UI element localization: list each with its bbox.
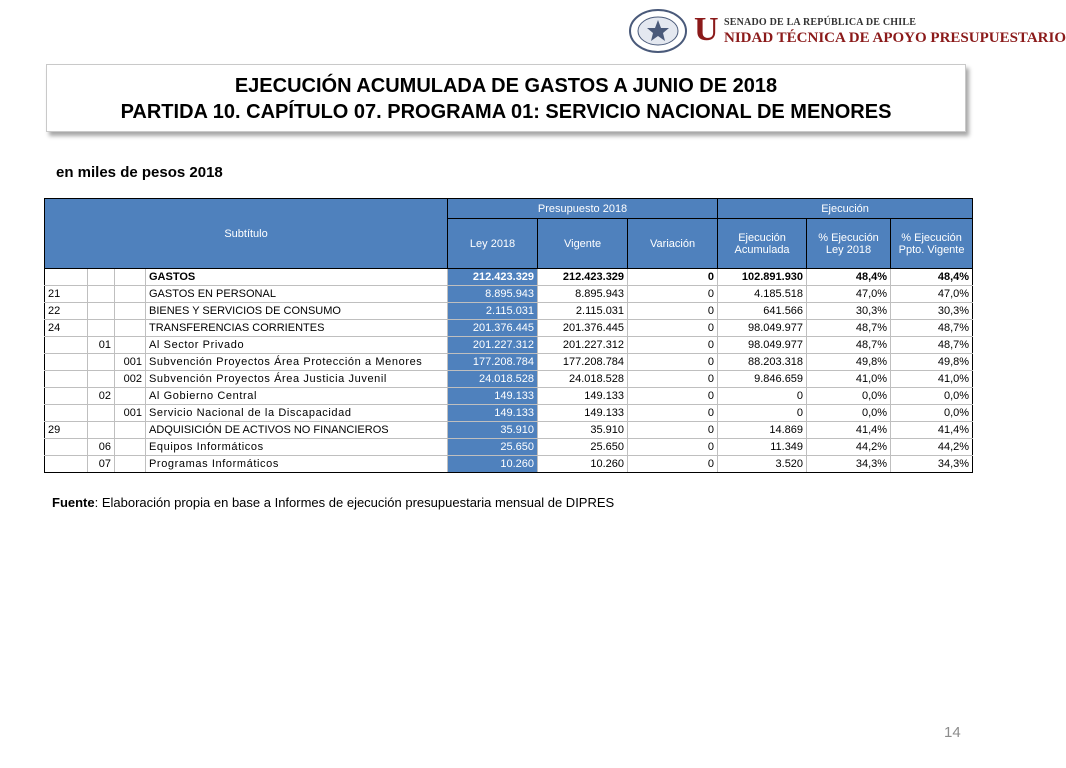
cell-denominacion: TRANSFERENCIAS CORRIENTES xyxy=(146,320,448,337)
cell-denominacion: BIENES Y SERVICIOS DE CONSUMO xyxy=(146,303,448,320)
cell-item: 07 xyxy=(88,456,115,473)
cell-pct-vigente: 0,0% xyxy=(891,388,973,405)
cell-vigente: 24.018.528 xyxy=(538,371,628,388)
cell-item xyxy=(88,320,115,337)
cell-item xyxy=(88,269,115,286)
cell-vigente: 201.227.312 xyxy=(538,337,628,354)
cell-pct-vigente: 47,0% xyxy=(891,286,973,303)
cell-variacion: 0 xyxy=(628,303,718,320)
title-line-1: EJECUCIÓN ACUMULADA DE GASTOS A JUNIO DE 2018 xyxy=(234,75,778,97)
cell-denominacion: GASTOS xyxy=(146,269,448,286)
cell-variacion: 0 xyxy=(628,405,718,422)
cell-pct-ley: 44,2% xyxy=(807,439,891,456)
cell-subtitulo xyxy=(45,269,88,286)
source-label: Fuente xyxy=(52,495,95,510)
cell-vigente: 10.260 xyxy=(538,456,628,473)
header-ejec-acumulada: Ejecución Acumulada xyxy=(718,219,807,269)
cell-ejecucion: 98.049.977 xyxy=(718,337,807,354)
cell-subtitulo xyxy=(45,354,88,371)
cell-vigente: 201.376.445 xyxy=(538,320,628,337)
cell-ley: 177.208.784 xyxy=(448,354,538,371)
cell-denominacion: GASTOS EN PERSONAL xyxy=(146,286,448,303)
source-text: : Elaboración propia en base a Informes de ejecución presupuestaria mensual de DIPRES xyxy=(94,495,615,510)
page-number: 14 xyxy=(944,724,961,741)
cell-ejecucion: 102.891.930 xyxy=(718,269,807,286)
cell-pct-ley: 47,0% xyxy=(807,286,891,303)
cell-ley: 35.910 xyxy=(448,422,538,439)
cell-ley: 201.227.312 xyxy=(448,337,538,354)
cell-pct-vigente: 48,7% xyxy=(891,337,973,354)
cell-ley: 212.423.329 xyxy=(448,269,538,286)
cell-subtitulo: 21 xyxy=(45,286,88,303)
cell-pct-vigente: 30,3% xyxy=(891,303,973,320)
cell-item xyxy=(88,354,115,371)
cell-asignacion xyxy=(115,303,146,320)
cell-ejecucion: 9.846.659 xyxy=(718,371,807,388)
cell-ejecucion: 4.185.518 xyxy=(718,286,807,303)
header-variacion: Variación xyxy=(628,219,718,269)
cell-asignacion xyxy=(115,337,146,354)
cell-pct-ley: 41,0% xyxy=(807,371,891,388)
units-subtitle: en miles de pesos 2018 xyxy=(56,164,223,181)
cell-denominacion: Subvención Proyectos Área Justicia Juvenil xyxy=(146,371,448,388)
cell-ejecucion: 0 xyxy=(718,388,807,405)
cell-ley: 24.018.528 xyxy=(448,371,538,388)
cell-ley: 25.650 xyxy=(448,439,538,456)
table-row xyxy=(45,456,973,473)
table-row xyxy=(45,269,973,286)
cell-variacion: 0 xyxy=(628,439,718,456)
senate-seal-icon xyxy=(628,8,688,54)
cell-item xyxy=(88,405,115,422)
cell-asignacion xyxy=(115,388,146,405)
cell-subtitulo: 24 xyxy=(45,320,88,337)
cell-ejecucion: 14.869 xyxy=(718,422,807,439)
cell-ley: 10.260 xyxy=(448,456,538,473)
header-presupuesto: Presupuesto 2018 xyxy=(448,199,718,219)
cell-subtitulo: 29 xyxy=(45,422,88,439)
title-line-2: PARTIDA 10. CAPÍTULO 07. PROGRAMA 01: SERVICIO NACIONAL DE MENORES xyxy=(120,101,892,123)
budget-table xyxy=(44,198,973,473)
cell-variacion: 0 xyxy=(628,422,718,439)
logo-u: U xyxy=(694,11,719,48)
cell-ejecucion: 98.049.977 xyxy=(718,320,807,337)
cell-pct-ley: 48,4% xyxy=(807,269,891,286)
cell-pct-vigente: 0,0% xyxy=(891,405,973,422)
table-row xyxy=(45,303,973,320)
cell-ejecucion: 641.566 xyxy=(718,303,807,320)
cell-pct-vigente: 44,2% xyxy=(891,439,973,456)
cell-vigente: 149.133 xyxy=(538,405,628,422)
cell-asignacion xyxy=(115,320,146,337)
cell-variacion: 0 xyxy=(628,371,718,388)
header-ley: Ley 2018 xyxy=(448,219,538,269)
header-subtitulo: Subtítulo xyxy=(45,199,448,269)
cell-denominacion: Al Gobierno Central xyxy=(146,388,448,405)
table-row xyxy=(45,405,973,422)
cell-pct-ley: 41,4% xyxy=(807,422,891,439)
cell-pct-ley: 48,7% xyxy=(807,320,891,337)
cell-asignacion: 002 xyxy=(115,371,146,388)
cell-asignacion: 001 xyxy=(115,405,146,422)
cell-vigente: 25.650 xyxy=(538,439,628,456)
cell-subtitulo xyxy=(45,456,88,473)
cell-variacion: 0 xyxy=(628,354,718,371)
cell-item xyxy=(88,286,115,303)
cell-item: 06 xyxy=(88,439,115,456)
table-row xyxy=(45,286,973,303)
cell-item: 01 xyxy=(88,337,115,354)
cell-asignacion xyxy=(115,439,146,456)
cell-ejecucion: 3.520 xyxy=(718,456,807,473)
cell-variacion: 0 xyxy=(628,388,718,405)
cell-pct-vigente: 48,4% xyxy=(891,269,973,286)
cell-subtitulo xyxy=(45,371,88,388)
cell-subtitulo xyxy=(45,337,88,354)
logo xyxy=(628,8,1066,58)
cell-asignacion: 001 xyxy=(115,354,146,371)
cell-pct-ley: 48,7% xyxy=(807,337,891,354)
cell-variacion: 0 xyxy=(628,337,718,354)
cell-pct-vigente: 34,3% xyxy=(891,456,973,473)
cell-ley: 149.133 xyxy=(448,405,538,422)
cell-denominacion: Equipos Informáticos xyxy=(146,439,448,456)
cell-pct-ley: 0,0% xyxy=(807,388,891,405)
table-row xyxy=(45,439,973,456)
cell-asignacion xyxy=(115,269,146,286)
cell-vigente: 35.910 xyxy=(538,422,628,439)
cell-denominacion: ADQUISICIÓN DE ACTIVOS NO FINANCIEROS xyxy=(146,422,448,439)
cell-subtitulo xyxy=(45,439,88,456)
cell-ley: 2.115.031 xyxy=(448,303,538,320)
cell-asignacion xyxy=(115,286,146,303)
table-row xyxy=(45,371,973,388)
cell-item: 02 xyxy=(88,388,115,405)
title-box xyxy=(46,64,966,132)
cell-vigente: 149.133 xyxy=(538,388,628,405)
cell-variacion: 0 xyxy=(628,269,718,286)
cell-pct-ley: 34,3% xyxy=(807,456,891,473)
cell-variacion: 0 xyxy=(628,286,718,303)
cell-vigente: 2.115.031 xyxy=(538,303,628,320)
table-row xyxy=(45,354,973,371)
cell-variacion: 0 xyxy=(628,456,718,473)
cell-variacion: 0 xyxy=(628,320,718,337)
cell-pct-ley: 0,0% xyxy=(807,405,891,422)
cell-vigente: 8.895.943 xyxy=(538,286,628,303)
cell-ley: 201.376.445 xyxy=(448,320,538,337)
cell-ejecucion: 11.349 xyxy=(718,439,807,456)
cell-item xyxy=(88,303,115,320)
cell-ejecucion: 88.203.318 xyxy=(718,354,807,371)
source-note xyxy=(52,495,614,510)
cell-item xyxy=(88,422,115,439)
table-row xyxy=(45,422,973,439)
cell-denominacion: Servicio Nacional de la Discapacidad xyxy=(146,405,448,422)
cell-pct-ley: 49,8% xyxy=(807,354,891,371)
cell-subtitulo: 22 xyxy=(45,303,88,320)
header-ejecucion: Ejecución xyxy=(718,199,973,219)
cell-pct-ley: 30,3% xyxy=(807,303,891,320)
cell-asignacion xyxy=(115,422,146,439)
table-row xyxy=(45,337,973,354)
cell-item xyxy=(88,371,115,388)
cell-denominacion: Subvención Proyectos Área Protección a Menores xyxy=(146,354,448,371)
cell-pct-vigente: 41,4% xyxy=(891,422,973,439)
cell-subtitulo xyxy=(45,388,88,405)
table-row xyxy=(45,320,973,337)
cell-ejecucion: 0 xyxy=(718,405,807,422)
cell-ley: 149.133 xyxy=(448,388,538,405)
header-pct-ley: % Ejecución Ley 2018 xyxy=(807,219,891,269)
cell-ley: 8.895.943 xyxy=(448,286,538,303)
header-vigente: Vigente xyxy=(538,219,628,269)
table-row xyxy=(45,388,973,405)
cell-asignacion xyxy=(115,456,146,473)
cell-pct-vigente: 41,0% xyxy=(891,371,973,388)
cell-subtitulo xyxy=(45,405,88,422)
header-pct-vigente: % Ejecución Ppto. Vigente xyxy=(891,219,973,269)
logo-main-text: NIDAD TÉCNICA DE APOYO PRESUPUESTARIO xyxy=(724,30,1066,46)
cell-denominacion: Al Sector Privado xyxy=(146,337,448,354)
cell-denominacion: Programas Informáticos xyxy=(146,456,448,473)
logo-top-text: SENADO DE LA REPÚBLICA DE CHILE xyxy=(724,17,917,28)
cell-pct-vigente: 48,7% xyxy=(891,320,973,337)
cell-vigente: 212.423.329 xyxy=(538,269,628,286)
cell-pct-vigente: 49,8% xyxy=(891,354,973,371)
cell-vigente: 177.208.784 xyxy=(538,354,628,371)
